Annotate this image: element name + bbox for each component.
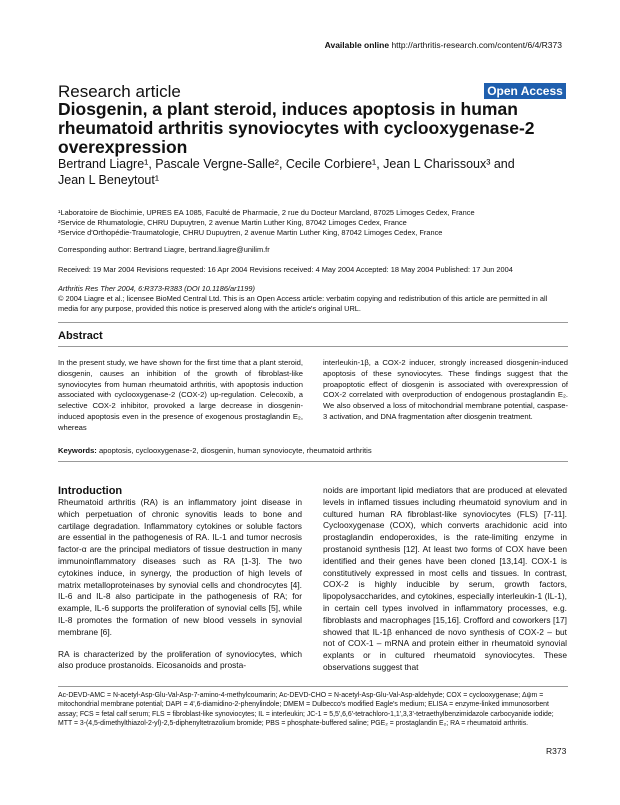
abstract-right-column: interleukin-1β, a COX-2 inducer, strongly increased diosgenin-induced apoptosis of these synoviocytes. These findings suggest that the proapoptotic effect of diosgenin is associated with overexpression of COX-2 correlated with overproduction of endogenous prostaglandin E₂. We also observed a loss of mitochondrial membrane potential, caspase-3 activation, and DNA fragmentation after diosgenin treatment. <box>323 358 568 421</box>
page-number: R373 <box>546 746 567 756</box>
paragraph: noids are important lipid mediators that are produced at elevated levels in inflamed tissues including rheumatoid synovium and in cultured human RA fibroblast-like synoviocytes (FLS) [7-11]. Cyclooxygenase (COX), which converts arachidonic acid into prostaglandin endoperoxides, is the rate-limiting enzyme in prostanoid synthesis [12]. At least two forms of COX have been identified and their genes have been cloned [13,14]. COX-1 is constitutively expressed in most cells and tissues. In contrast, COX-2 is highly inducible by serum, growth factors, lipopolysaccharides, and cytokines, especially interleukin-1 (IL-1), in certain cell types involved in inflammatory processes, e.g. fibroblasts and macrophages [15,16]. Crofford and coworkers [17] showed that IL-1β enhanced de novo synthesis of COX-2 – but not of COX-1 – mRNA and protein either in rheumatoid synovial explants or in cultured rheumatoid synoviocytes. These observations suggest that <box>323 485 567 672</box>
open-access-badge: Open Access <box>484 83 566 99</box>
divider <box>58 346 568 347</box>
affiliation-1: ¹Laboratoire de Biochimie, UPRES EA 1085, Faculté de Pharmacie, 2 rue du Docteur Marcland, 87025 Limoges Cedex, France <box>58 208 475 217</box>
affiliations <box>58 208 578 238</box>
citation-block <box>58 284 568 314</box>
publication-dates: Received: 19 Mar 2004 Revisions requested: 16 Apr 2004 Revisions received: 4 May 2004 Accepted: 18 May 2004 Published: 17 Jun 2004 <box>58 265 513 274</box>
article-url[interactable]: http://arthritis-research.com/content/6/4/R373 <box>391 40 562 50</box>
citation: Arthritis Res Ther 2004, 6:R373-R383 (DOI 10.1186/ar1199) <box>58 284 255 293</box>
introduction-heading: Introduction <box>58 485 123 497</box>
abstract-left-column: In the present study, we have shown for the first time that a plant steroid, diosgenin, causes an inhibition of the growth of fibroblast-like synoviocytes from human rheumatoid arthritis, with apoptosis induction associated with cyclooxygenase-2 (COX-2) up-regulation. Celecoxib, a selective COX-2 inhibitor, provoked a large decrease in diosgenin-induced apoptosis even in the presence of exogenous prostaglandin E₂, whereas <box>58 358 303 432</box>
author-list: Bertrand Liagre¹, Pascale Vergne-Salle², Cecile Corbiere¹, Jean L Charissoux³ and Jean L Beneytout¹ <box>58 157 515 187</box>
availability-line <box>325 40 562 50</box>
keywords: apoptosis, cyclooxygenase-2, diosgenin, human synoviocyte, rheumatoid arthritis <box>98 446 372 455</box>
divider <box>58 686 568 687</box>
divider <box>58 461 568 462</box>
keywords-label: Keywords: <box>58 446 97 455</box>
available-label: Available online <box>324 40 390 50</box>
intro-left-column <box>58 497 302 682</box>
paragraph: Rheumatoid arthritis (RA) is an inflammatory joint disease in which perpetuation of chronic synovitis leads to bone and cartilage degradation. Inflammatory cytokines or soluble factors are essential in the pathogenesis of RA. IL-1 and tumor necrosis factor-α are the principal mediators of tissue destruction in many immunoinflammatory diseases such as RA [1-3]. The two cytokines induce, in synergy, the production of high levels of matrix metalloproteinases by synovial cells and chondrocytes [4]. IL-6 and IL-8 also participate in the pathogenesis of RA; for example, IL-6 supports the proliferation of synovial cells [5], while IL-8 promotes the formation of new blood vessels in synovial membrane [6]. <box>58 497 302 637</box>
corresponding-author: Corresponding author: Bertrand Liagre, bertrand.liagre@unilim.fr <box>58 245 270 254</box>
affiliation-3: ³Service d'Orthopédie-Traumatologie, CHRU Dupuytren, 2 avenue Martin Luther King, 87042 Limoges Cedex, France <box>58 228 443 237</box>
article-type: Research article <box>58 82 181 101</box>
abstract-heading: Abstract <box>58 330 103 342</box>
keywords-line <box>58 446 568 455</box>
copyright-notice: © 2004 Liagre et al.; licensee BioMed Central Ltd. This is an Open Access article: verbatim copying and redistribution of this article are permitted in all media for any purpose, provided this notice is preserved along with the article's original URL. <box>58 294 548 313</box>
intro-right-column <box>323 485 567 684</box>
affiliation-2: ²Service de Rhumatologie, CHRU Dupuytren, 2 avenue Martin Luther King, 87042 Limoges Cedex, France <box>58 218 407 227</box>
abbreviations: Ac-DEVD-AMC = N-acetyl-Asp-Glu-Val-Asp-7-amino-4-methylcoumarin; Ac-DEVD-CHO = N-acetyl-Asp-Glu-Val-Asp-aldehyde; COX = cyclooxygenase; Δψm = mitochondrial membrane potential; DAPI = 4',6-diamidino-2-phenylindole; DMEM = Dulbecco's modified Eagle's medium; ELISA = enzyme-linked immunosorbent assay; FCS = fetal calf serum; FLS = fibroblast-like synoviocytes; IL = interleukin; JC-1 = 5,5',6,6'-tetrachloro-1,1',3,3'-tetraethylbenzimidazole carbocyanide iodide; MTT = 3-(4,5-dimethylthiazol-2-yl)-2,5-diphenyltetrazolium bromide; PBS = phosphate-buffered saline; PGE₂ = prostaglandin E₂; RA = rheumatoid arthritis. <box>58 692 554 728</box>
paragraph: RA is characterized by the proliferation of synoviocytes, which also produce prostanoids. Eicosanoids and prosta- <box>58 648 302 671</box>
article-title: Diosgenin, a plant steroid, induces apoptosis in human rheumatoid arthritis synoviocytes with cyclooxygenase-2 overexpression <box>58 99 535 157</box>
divider <box>58 322 568 323</box>
